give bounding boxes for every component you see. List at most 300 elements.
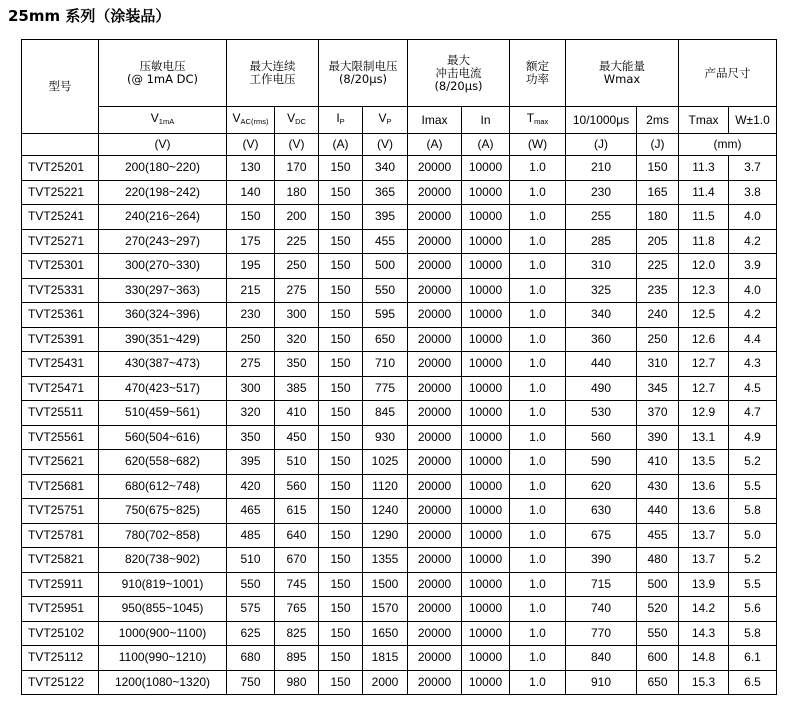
cell-dim-t: 12.0 bbox=[679, 254, 729, 279]
cell-energy-2ms: 205 bbox=[637, 229, 679, 254]
cell-model: TVT25221 bbox=[22, 180, 99, 205]
sym-ip: $I_P$ bbox=[319, 107, 363, 134]
cell-energy-2ms: 345 bbox=[637, 376, 679, 401]
cell-dim-w: 6.5 bbox=[729, 670, 777, 695]
cell-varistor-voltage: 820(738~902) bbox=[99, 548, 227, 573]
table-row bbox=[22, 621, 777, 646]
cell-vdc: 640 bbox=[275, 523, 319, 548]
cell-vac: 130 bbox=[227, 156, 275, 181]
cell-vdc: 200 bbox=[275, 205, 319, 230]
cell-vp: 775 bbox=[363, 376, 408, 401]
cell-imax: 20000 bbox=[408, 278, 462, 303]
cell-dim-t: 12.3 bbox=[679, 278, 729, 303]
cell-vp: 1355 bbox=[363, 548, 408, 573]
cell-energy-10-1000: 590 bbox=[566, 450, 637, 475]
cell-ip: 150 bbox=[319, 401, 363, 426]
cell-energy-10-1000: 910 bbox=[566, 670, 637, 695]
cell-vac: 175 bbox=[227, 229, 275, 254]
cell-vp: 845 bbox=[363, 401, 408, 426]
cell-vac: 550 bbox=[227, 572, 275, 597]
cell-ip: 150 bbox=[319, 621, 363, 646]
cell-dim-w: 3.9 bbox=[729, 254, 777, 279]
header-row-groups bbox=[22, 40, 777, 107]
header-max-surge-current: 最大 冲击电流 (8/20μs) bbox=[408, 40, 510, 107]
cell-model: TVT25102 bbox=[22, 621, 99, 646]
cell-energy-10-1000: 630 bbox=[566, 499, 637, 524]
sym-vp: $V_P$ bbox=[363, 107, 408, 134]
cell-power: 1.0 bbox=[510, 376, 566, 401]
cell-dim-t: 12.7 bbox=[679, 352, 729, 377]
unit-in: (A) bbox=[462, 134, 510, 156]
cell-varistor-voltage: 330(297~363) bbox=[99, 278, 227, 303]
cell-in: 10000 bbox=[462, 352, 510, 377]
cell-in: 10000 bbox=[462, 401, 510, 426]
cell-in: 10000 bbox=[462, 327, 510, 352]
cell-energy-2ms: 225 bbox=[637, 254, 679, 279]
cell-energy-10-1000: 230 bbox=[566, 180, 637, 205]
cell-ip: 150 bbox=[319, 327, 363, 352]
header-max-working-voltage: 最大连续 工作电压 bbox=[227, 40, 319, 107]
header-clamping-voltage: 最大限制电压 (8/20μs) bbox=[319, 40, 408, 107]
cell-power: 1.0 bbox=[510, 548, 566, 573]
cell-in: 10000 bbox=[462, 670, 510, 695]
cell-in: 10000 bbox=[462, 376, 510, 401]
cell-ip: 150 bbox=[319, 278, 363, 303]
cell-imax: 20000 bbox=[408, 523, 462, 548]
cell-vac: 300 bbox=[227, 376, 275, 401]
cell-vac: 150 bbox=[227, 205, 275, 230]
cell-model: TVT25431 bbox=[22, 352, 99, 377]
cell-dim-w: 4.2 bbox=[729, 229, 777, 254]
cell-in: 10000 bbox=[462, 254, 510, 279]
cell-in: 10000 bbox=[462, 450, 510, 475]
header-row-symbols bbox=[22, 107, 777, 134]
cell-vp: 395 bbox=[363, 205, 408, 230]
cell-vdc: 225 bbox=[275, 229, 319, 254]
cell-power: 1.0 bbox=[510, 523, 566, 548]
cell-varistor-voltage: 270(243~297) bbox=[99, 229, 227, 254]
cell-dim-t: 11.4 bbox=[679, 180, 729, 205]
cell-dim-w: 5.5 bbox=[729, 474, 777, 499]
table-row bbox=[22, 523, 777, 548]
table-row bbox=[22, 474, 777, 499]
cell-imax: 20000 bbox=[408, 499, 462, 524]
cell-vdc: 350 bbox=[275, 352, 319, 377]
cell-varistor-voltage: 510(459~561) bbox=[99, 401, 227, 426]
cell-model: TVT25301 bbox=[22, 254, 99, 279]
cell-varistor-voltage: 780(702~858) bbox=[99, 523, 227, 548]
cell-imax: 20000 bbox=[408, 205, 462, 230]
cell-imax: 20000 bbox=[408, 572, 462, 597]
sym-imax: Imax bbox=[408, 107, 462, 134]
cell-in: 10000 bbox=[462, 646, 510, 671]
cell-vac: 465 bbox=[227, 499, 275, 524]
cell-imax: 20000 bbox=[408, 548, 462, 573]
cell-vac: 250 bbox=[227, 327, 275, 352]
cell-vdc: 560 bbox=[275, 474, 319, 499]
cell-energy-2ms: 480 bbox=[637, 548, 679, 573]
cell-dim-t: 14.2 bbox=[679, 597, 729, 622]
cell-energy-2ms: 520 bbox=[637, 597, 679, 622]
cell-energy-2ms: 600 bbox=[637, 646, 679, 671]
table-row bbox=[22, 670, 777, 695]
cell-energy-10-1000: 530 bbox=[566, 401, 637, 426]
cell-energy-2ms: 165 bbox=[637, 180, 679, 205]
cell-dim-t: 11.3 bbox=[679, 156, 729, 181]
cell-dim-w: 4.7 bbox=[729, 401, 777, 426]
page-title: 25mm 系列（涂装品） bbox=[8, 7, 171, 25]
table-row bbox=[22, 401, 777, 426]
cell-power: 1.0 bbox=[510, 474, 566, 499]
cell-vp: 1290 bbox=[363, 523, 408, 548]
cell-ip: 150 bbox=[319, 548, 363, 573]
cell-vp: 710 bbox=[363, 352, 408, 377]
cell-dim-w: 3.8 bbox=[729, 180, 777, 205]
cell-varistor-voltage: 1200(1080~1320) bbox=[99, 670, 227, 695]
cell-power: 1.0 bbox=[510, 597, 566, 622]
unit-vp: (V) bbox=[363, 134, 408, 156]
cell-dim-t: 12.9 bbox=[679, 401, 729, 426]
header-rated-power: 额定 功率 bbox=[510, 40, 566, 107]
cell-vdc: 510 bbox=[275, 450, 319, 475]
cell-imax: 20000 bbox=[408, 180, 462, 205]
table-row bbox=[22, 499, 777, 524]
cell-dim-t: 11.8 bbox=[679, 229, 729, 254]
spec-table bbox=[21, 39, 777, 695]
cell-power: 1.0 bbox=[510, 499, 566, 524]
cell-vp: 1240 bbox=[363, 499, 408, 524]
cell-imax: 20000 bbox=[408, 303, 462, 328]
cell-in: 10000 bbox=[462, 180, 510, 205]
cell-varistor-voltage: 470(423~517) bbox=[99, 376, 227, 401]
cell-energy-2ms: 235 bbox=[637, 278, 679, 303]
cell-imax: 20000 bbox=[408, 352, 462, 377]
cell-imax: 20000 bbox=[408, 401, 462, 426]
cell-dim-w: 4.9 bbox=[729, 425, 777, 450]
cell-model: TVT25112 bbox=[22, 646, 99, 671]
cell-varistor-voltage: 220(198~242) bbox=[99, 180, 227, 205]
cell-dim-w: 5.5 bbox=[729, 572, 777, 597]
cell-vac: 680 bbox=[227, 646, 275, 671]
cell-dim-t: 13.6 bbox=[679, 474, 729, 499]
cell-dim-w: 6.1 bbox=[729, 646, 777, 671]
cell-energy-10-1000: 255 bbox=[566, 205, 637, 230]
cell-dim-w: 5.0 bbox=[729, 523, 777, 548]
cell-ip: 150 bbox=[319, 670, 363, 695]
cell-imax: 20000 bbox=[408, 597, 462, 622]
cell-energy-10-1000: 675 bbox=[566, 523, 637, 548]
cell-in: 10000 bbox=[462, 229, 510, 254]
table-row bbox=[22, 646, 777, 671]
cell-vdc: 180 bbox=[275, 180, 319, 205]
cell-dim-w: 4.2 bbox=[729, 303, 777, 328]
cell-dim-t: 12.5 bbox=[679, 303, 729, 328]
sym-energy-10-1000: 10/1000μs bbox=[566, 107, 637, 134]
sym-dim-t: Tmax bbox=[679, 107, 729, 134]
cell-vp: 550 bbox=[363, 278, 408, 303]
cell-in: 10000 bbox=[462, 303, 510, 328]
table-row bbox=[22, 229, 777, 254]
cell-vdc: 385 bbox=[275, 376, 319, 401]
cell-vdc: 765 bbox=[275, 597, 319, 622]
unit-dim: (mm) bbox=[679, 134, 777, 156]
table-row bbox=[22, 254, 777, 279]
sym-v1ma: $V_{1mA}$ bbox=[99, 107, 227, 134]
table-row bbox=[22, 425, 777, 450]
cell-imax: 20000 bbox=[408, 621, 462, 646]
cell-vac: 350 bbox=[227, 425, 275, 450]
table-row bbox=[22, 352, 777, 377]
cell-vp: 1025 bbox=[363, 450, 408, 475]
cell-dim-t: 13.1 bbox=[679, 425, 729, 450]
cell-varistor-voltage: 240(216~264) bbox=[99, 205, 227, 230]
sym-in: In bbox=[462, 107, 510, 134]
cell-ip: 150 bbox=[319, 572, 363, 597]
cell-ip: 150 bbox=[319, 180, 363, 205]
cell-power: 1.0 bbox=[510, 303, 566, 328]
cell-varistor-voltage: 560(504~616) bbox=[99, 425, 227, 450]
cell-ip: 150 bbox=[319, 523, 363, 548]
cell-energy-2ms: 500 bbox=[637, 572, 679, 597]
cell-model: TVT25122 bbox=[22, 670, 99, 695]
cell-varistor-voltage: 620(558~682) bbox=[99, 450, 227, 475]
cell-vp: 930 bbox=[363, 425, 408, 450]
cell-model: TVT25511 bbox=[22, 401, 99, 426]
table-row bbox=[22, 597, 777, 622]
cell-model: TVT25331 bbox=[22, 278, 99, 303]
cell-power: 1.0 bbox=[510, 352, 566, 377]
cell-vac: 215 bbox=[227, 278, 275, 303]
cell-varistor-voltage: 680(612~748) bbox=[99, 474, 227, 499]
cell-imax: 20000 bbox=[408, 376, 462, 401]
cell-varistor-voltage: 750(675~825) bbox=[99, 499, 227, 524]
cell-model: TVT25951 bbox=[22, 597, 99, 622]
cell-dim-w: 5.6 bbox=[729, 597, 777, 622]
sym-vdc: $V_{DC}$ bbox=[275, 107, 319, 134]
cell-ip: 150 bbox=[319, 205, 363, 230]
cell-ip: 150 bbox=[319, 376, 363, 401]
cell-model: TVT25621 bbox=[22, 450, 99, 475]
cell-dim-t: 12.7 bbox=[679, 376, 729, 401]
cell-vdc: 300 bbox=[275, 303, 319, 328]
cell-energy-10-1000: 390 bbox=[566, 548, 637, 573]
cell-dim-t: 14.3 bbox=[679, 621, 729, 646]
unit-ip: (A) bbox=[319, 134, 363, 156]
cell-dim-w: 5.8 bbox=[729, 621, 777, 646]
table-row bbox=[22, 376, 777, 401]
cell-imax: 20000 bbox=[408, 646, 462, 671]
cell-model: TVT25911 bbox=[22, 572, 99, 597]
cell-energy-10-1000: 360 bbox=[566, 327, 637, 352]
cell-dim-t: 15.3 bbox=[679, 670, 729, 695]
cell-energy-10-1000: 340 bbox=[566, 303, 637, 328]
cell-energy-2ms: 370 bbox=[637, 401, 679, 426]
cell-model: TVT25241 bbox=[22, 205, 99, 230]
cell-varistor-voltage: 1000(900~1100) bbox=[99, 621, 227, 646]
cell-vac: 420 bbox=[227, 474, 275, 499]
cell-energy-10-1000: 210 bbox=[566, 156, 637, 181]
cell-vac: 625 bbox=[227, 621, 275, 646]
unit-energy-2ms: (J) bbox=[637, 134, 679, 156]
table-row bbox=[22, 278, 777, 303]
cell-in: 10000 bbox=[462, 548, 510, 573]
cell-vac: 320 bbox=[227, 401, 275, 426]
cell-dim-w: 3.7 bbox=[729, 156, 777, 181]
cell-vp: 365 bbox=[363, 180, 408, 205]
cell-vdc: 170 bbox=[275, 156, 319, 181]
cell-dim-w: 5.8 bbox=[729, 499, 777, 524]
cell-power: 1.0 bbox=[510, 621, 566, 646]
cell-power: 1.0 bbox=[510, 180, 566, 205]
cell-vdc: 980 bbox=[275, 670, 319, 695]
table-row bbox=[22, 548, 777, 573]
cell-vac: 510 bbox=[227, 548, 275, 573]
cell-ip: 150 bbox=[319, 229, 363, 254]
cell-energy-2ms: 390 bbox=[637, 425, 679, 450]
cell-in: 10000 bbox=[462, 474, 510, 499]
cell-model: TVT25201 bbox=[22, 156, 99, 181]
cell-vp: 1815 bbox=[363, 646, 408, 671]
cell-varistor-voltage: 300(270~330) bbox=[99, 254, 227, 279]
cell-energy-2ms: 310 bbox=[637, 352, 679, 377]
table-row bbox=[22, 156, 777, 181]
header-varistor-voltage: 压敏电压 (@ 1mA DC) bbox=[99, 40, 227, 107]
cell-varistor-voltage: 950(855~1045) bbox=[99, 597, 227, 622]
cell-dim-w: 5.2 bbox=[729, 450, 777, 475]
cell-power: 1.0 bbox=[510, 278, 566, 303]
cell-vac: 485 bbox=[227, 523, 275, 548]
table-row bbox=[22, 572, 777, 597]
cell-vdc: 450 bbox=[275, 425, 319, 450]
cell-vdc: 250 bbox=[275, 254, 319, 279]
sym-energy-2ms: 2ms bbox=[637, 107, 679, 134]
cell-vac: 750 bbox=[227, 670, 275, 695]
cell-power: 1.0 bbox=[510, 156, 566, 181]
unit-tmax: (W) bbox=[510, 134, 566, 156]
cell-energy-2ms: 410 bbox=[637, 450, 679, 475]
cell-imax: 20000 bbox=[408, 670, 462, 695]
cell-in: 10000 bbox=[462, 156, 510, 181]
cell-power: 1.0 bbox=[510, 401, 566, 426]
header-dimensions: 产品尺寸 bbox=[679, 40, 777, 107]
sym-vac: $V_{AC(rms)}$ bbox=[227, 107, 275, 134]
cell-energy-10-1000: 310 bbox=[566, 254, 637, 279]
sym-tmax: $T_{max}$ bbox=[510, 107, 566, 134]
cell-in: 10000 bbox=[462, 278, 510, 303]
cell-imax: 20000 bbox=[408, 474, 462, 499]
cell-vdc: 410 bbox=[275, 401, 319, 426]
cell-in: 10000 bbox=[462, 597, 510, 622]
cell-vp: 595 bbox=[363, 303, 408, 328]
table-row bbox=[22, 450, 777, 475]
cell-energy-10-1000: 620 bbox=[566, 474, 637, 499]
cell-power: 1.0 bbox=[510, 229, 566, 254]
cell-varistor-voltage: 430(387~473) bbox=[99, 352, 227, 377]
cell-ip: 150 bbox=[319, 425, 363, 450]
cell-ip: 150 bbox=[319, 303, 363, 328]
cell-vdc: 275 bbox=[275, 278, 319, 303]
cell-model: TVT25751 bbox=[22, 499, 99, 524]
cell-energy-10-1000: 285 bbox=[566, 229, 637, 254]
header-max-energy: 最大能量 Wmax bbox=[566, 40, 679, 107]
cell-power: 1.0 bbox=[510, 254, 566, 279]
cell-energy-10-1000: 560 bbox=[566, 425, 637, 450]
cell-varistor-voltage: 200(180~220) bbox=[99, 156, 227, 181]
cell-vac: 275 bbox=[227, 352, 275, 377]
cell-ip: 150 bbox=[319, 450, 363, 475]
cell-energy-2ms: 180 bbox=[637, 205, 679, 230]
cell-energy-2ms: 250 bbox=[637, 327, 679, 352]
cell-vdc: 825 bbox=[275, 621, 319, 646]
cell-varistor-voltage: 910(819~1001) bbox=[99, 572, 227, 597]
cell-energy-10-1000: 490 bbox=[566, 376, 637, 401]
cell-energy-10-1000: 440 bbox=[566, 352, 637, 377]
cell-dim-w: 4.3 bbox=[729, 352, 777, 377]
table-row bbox=[22, 205, 777, 230]
cell-vac: 230 bbox=[227, 303, 275, 328]
cell-energy-10-1000: 740 bbox=[566, 597, 637, 622]
cell-vp: 1120 bbox=[363, 474, 408, 499]
cell-energy-10-1000: 770 bbox=[566, 621, 637, 646]
cell-vac: 395 bbox=[227, 450, 275, 475]
cell-power: 1.0 bbox=[510, 450, 566, 475]
table-row bbox=[22, 303, 777, 328]
cell-imax: 20000 bbox=[408, 156, 462, 181]
unit-vdc: (V) bbox=[275, 134, 319, 156]
cell-energy-10-1000: 325 bbox=[566, 278, 637, 303]
cell-model: TVT25391 bbox=[22, 327, 99, 352]
cell-in: 10000 bbox=[462, 621, 510, 646]
unit-v1ma: (V) bbox=[99, 134, 227, 156]
cell-dim-t: 13.7 bbox=[679, 548, 729, 573]
cell-dim-w: 4.5 bbox=[729, 376, 777, 401]
cell-ip: 150 bbox=[319, 499, 363, 524]
cell-energy-2ms: 455 bbox=[637, 523, 679, 548]
cell-vdc: 745 bbox=[275, 572, 319, 597]
cell-dim-w: 5.2 bbox=[729, 548, 777, 573]
cell-varistor-voltage: 360(324~396) bbox=[99, 303, 227, 328]
cell-vac: 140 bbox=[227, 180, 275, 205]
cell-in: 10000 bbox=[462, 425, 510, 450]
cell-ip: 150 bbox=[319, 352, 363, 377]
cell-ip: 150 bbox=[319, 597, 363, 622]
cell-varistor-voltage: 390(351~429) bbox=[99, 327, 227, 352]
cell-energy-2ms: 240 bbox=[637, 303, 679, 328]
cell-vdc: 615 bbox=[275, 499, 319, 524]
cell-energy-2ms: 150 bbox=[637, 156, 679, 181]
cell-ip: 150 bbox=[319, 254, 363, 279]
cell-energy-10-1000: 840 bbox=[566, 646, 637, 671]
unit-model-blank bbox=[22, 134, 99, 156]
unit-energy-10-1000: (J) bbox=[566, 134, 637, 156]
cell-in: 10000 bbox=[462, 523, 510, 548]
cell-power: 1.0 bbox=[510, 572, 566, 597]
cell-vdc: 670 bbox=[275, 548, 319, 573]
cell-vp: 2000 bbox=[363, 670, 408, 695]
cell-imax: 20000 bbox=[408, 254, 462, 279]
table-row bbox=[22, 180, 777, 205]
cell-dim-t: 13.6 bbox=[679, 499, 729, 524]
cell-vp: 500 bbox=[363, 254, 408, 279]
cell-imax: 20000 bbox=[408, 327, 462, 352]
cell-vp: 340 bbox=[363, 156, 408, 181]
cell-power: 1.0 bbox=[510, 646, 566, 671]
sym-dim-w: W±1.0 bbox=[729, 107, 777, 134]
cell-ip: 150 bbox=[319, 474, 363, 499]
cell-energy-2ms: 650 bbox=[637, 670, 679, 695]
cell-dim-t: 13.7 bbox=[679, 523, 729, 548]
cell-dim-w: 4.4 bbox=[729, 327, 777, 352]
